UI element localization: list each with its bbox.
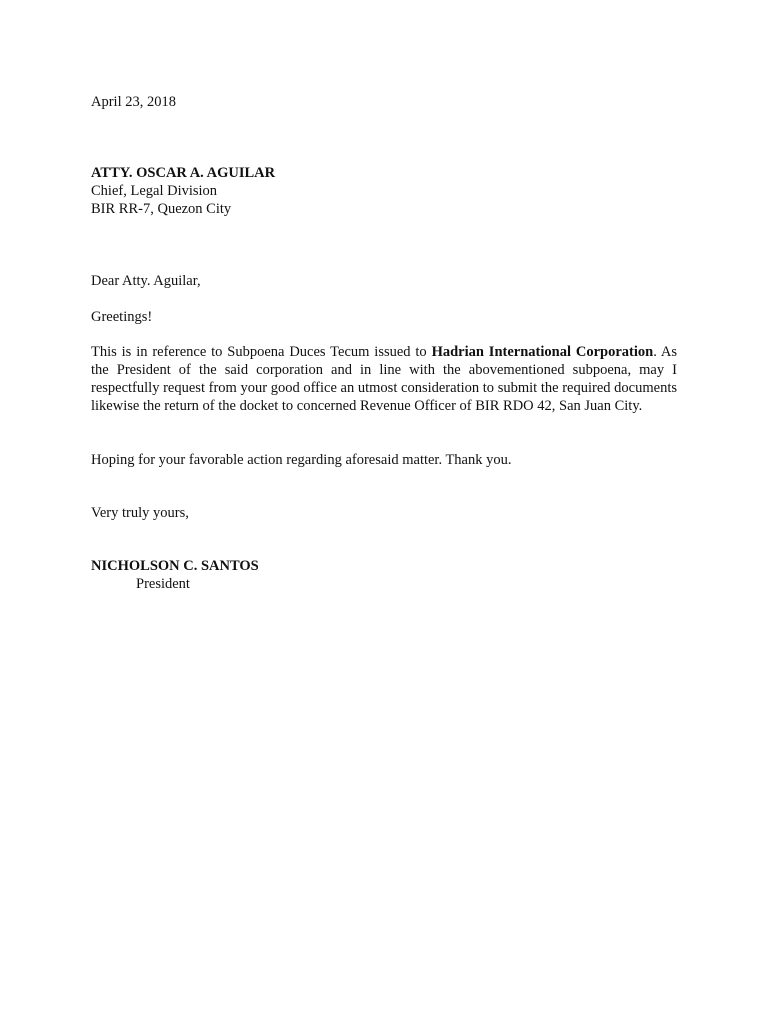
recipient-block [91,164,677,218]
body-text-before: This is in reference to Subpoena Duces Tecum issued to [91,344,432,360]
recipient-office: BIR RR-7, Quezon City [91,201,232,217]
company-name: Hadrian International Corporation [431,344,654,360]
recipient-name: ATTY. OSCAR A. AGUILAR [91,165,276,181]
body-paragraph-1 [91,343,677,415]
salutation: Dear Atty. Aguilar, [91,273,201,289]
greeting: Greetings! [91,309,153,325]
body-paragraph-2: Hoping for your favorable action regarding aforesaid matter. Thank you. [91,452,512,468]
letter-date: April 23, 2018 [91,94,176,110]
recipient-title: Chief, Legal Division [91,183,218,199]
closing: Very truly yours, [91,505,189,521]
signer-name: NICHOLSON C. SANTOS [91,558,259,574]
signer-title: President [136,576,190,592]
body-text-after: . As the President of the said corporation and in line with the abovementioned subpoena, may I respectfully request from your good office an utmost consideration to submit the required documents likewise the return of the docket to concerned Revenue Officer of BIR RDO 42, San Juan City. [91,344,677,414]
